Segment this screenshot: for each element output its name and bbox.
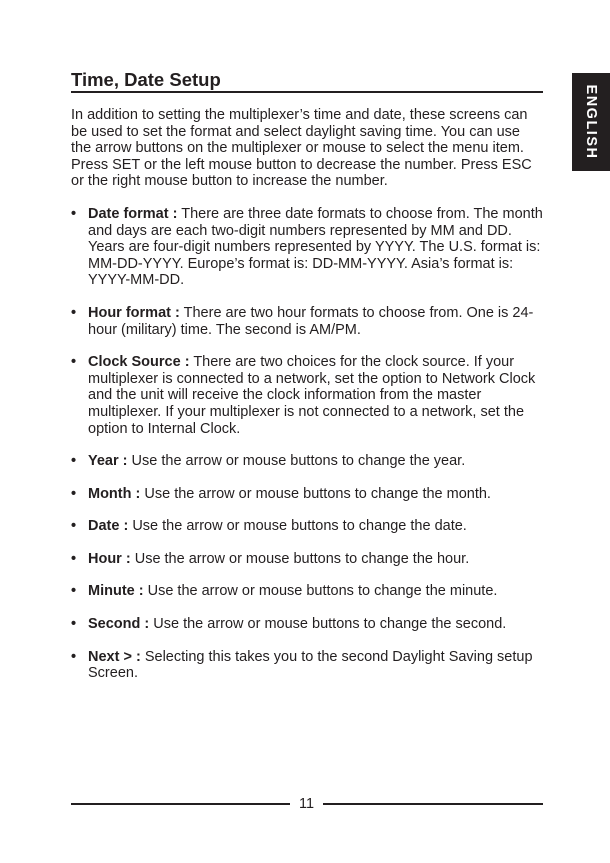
bullet-icon: • xyxy=(71,616,77,633)
language-tab-label: ENGLISH xyxy=(583,84,599,160)
bullet-icon: • xyxy=(71,518,77,535)
footer-rule-right xyxy=(323,803,543,805)
bullet-icon: • xyxy=(71,304,77,321)
list-item xyxy=(71,616,543,633)
list-item xyxy=(71,518,543,535)
item-label: Hour format : xyxy=(88,304,180,321)
bullet-icon: • xyxy=(71,485,77,502)
item-label: Second : xyxy=(88,616,150,633)
item-description: Use the arrow or mouse buttons to change the date. xyxy=(132,518,467,535)
list-item xyxy=(71,649,543,682)
item-description: Use the arrow or mouse buttons to change the year. xyxy=(131,453,466,470)
list-item xyxy=(71,453,543,470)
bullet-icon: • xyxy=(71,583,77,600)
footer-rule-left xyxy=(71,803,290,805)
item-label: Next > : xyxy=(88,648,141,665)
list-item xyxy=(71,354,543,437)
item-label: Month : xyxy=(88,485,141,502)
item-description: There are two choices for the clock source. If your multiplexer is connected to a network, set the option to Network Clock and the unit will receive the clock information from the master multiplexer. If your multiplexer is not connected to a network, set the option to Internal Clock. xyxy=(88,354,536,437)
item-description: There are two hour formats to choose from. One is 24-hour (military) time. The second is AM/PM. xyxy=(88,304,534,338)
item-label: Clock Source : xyxy=(88,354,190,371)
bullet-icon: • xyxy=(71,453,77,470)
setting-list xyxy=(71,206,543,682)
page-number: 11 xyxy=(298,796,315,812)
item-description: Use the arrow or mouse buttons to change the month. xyxy=(144,485,491,502)
item-description: There are three date formats to choose from. The month and days are each two-digit numbers represented by MM and DD. Years are four-digit numbers represented by YYYY. The U.S. format is: MM-DD-YYYY. Europe’s format is: DD-MM-YYYY. Asia’s format is: YYYY-MM-DD. xyxy=(88,205,543,289)
item-label: Date : xyxy=(88,518,129,535)
item-description: Use the arrow or mouse buttons to change the hour. xyxy=(134,550,470,567)
item-label: Minute : xyxy=(88,583,144,600)
list-item xyxy=(71,551,543,568)
list-item xyxy=(71,583,543,600)
item-label: Hour : xyxy=(88,550,131,567)
item-description: Selecting this takes you to the second Daylight Saving setup Screen. xyxy=(88,648,533,682)
title-underline xyxy=(71,91,543,93)
item-description: Use the arrow or mouse buttons to change the minute. xyxy=(147,583,498,600)
bullet-icon: • xyxy=(71,648,77,665)
bullet-icon: • xyxy=(71,550,77,567)
item-label: Date format : xyxy=(88,205,178,222)
bullet-icon: • xyxy=(71,354,77,371)
list-item xyxy=(71,206,543,289)
intro-paragraph: In addition to setting the multiplexer’s time and date, these screens can be used to set the format and select daylight saving time. You can use the arrow buttons on the multiplexer or mouse to select the menu item. Press SET or the left mouse button to decrease the number. Press ESC or the right mouse button to increase the number. xyxy=(71,107,532,190)
content-body xyxy=(71,107,543,698)
list-item xyxy=(71,486,543,503)
language-tab xyxy=(572,73,610,171)
item-label: Year : xyxy=(88,453,128,470)
list-item xyxy=(71,305,543,338)
page-title: Time, Date Setup xyxy=(71,69,221,90)
item-description: Use the arrow or mouse buttons to change the second. xyxy=(153,616,507,633)
bullet-icon: • xyxy=(71,205,77,222)
